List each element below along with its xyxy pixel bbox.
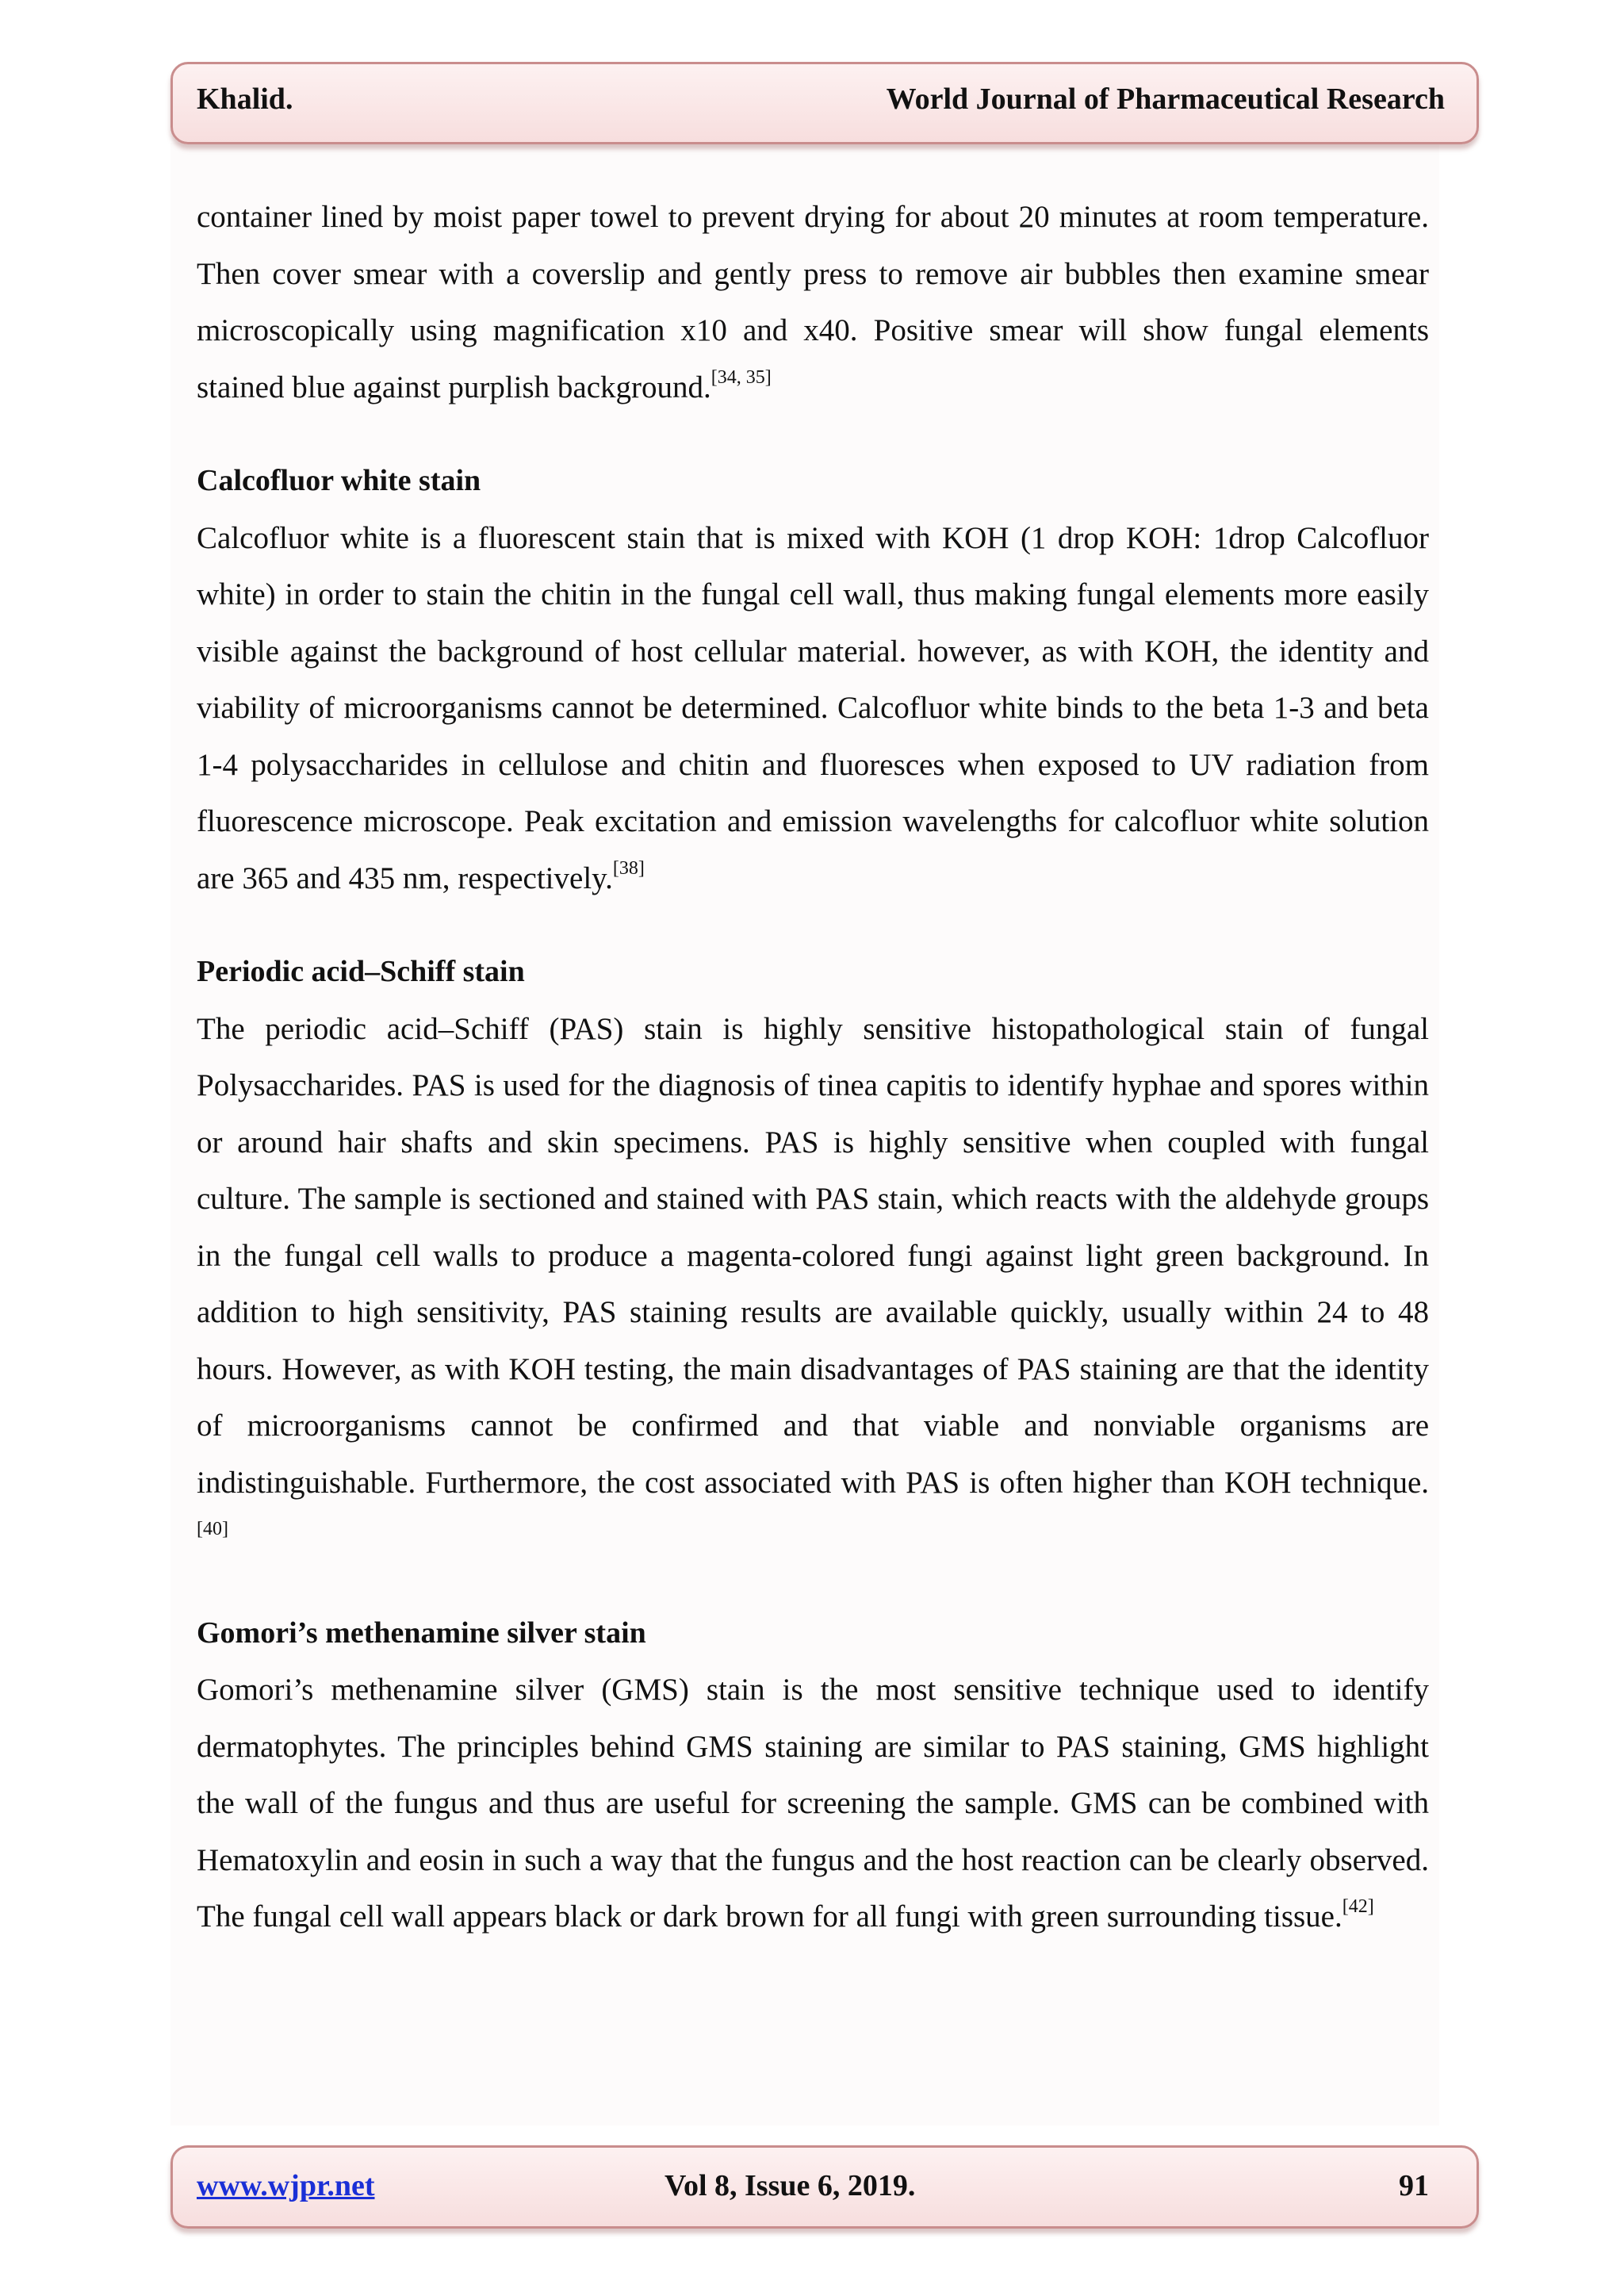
section-text: Gomori’s methenamine silver (GMS) stain is the most sensitive technique used to identify dermatophytes. The principles behind GMS staining are similar to PAS staining, GMS highlight the wall of the fungus and thus are useful for screening the sample. GMS can be combined with Hematoxylin and eosin in such a way that the fungus and the host reaction can be clearly observed. The fungal cell wall appears black or dark brown for all fungi with green surrounding tissue. — [197, 1673, 1429, 1934]
section-heading: Calcofluor white stain — [197, 464, 481, 497]
section-paragraph — [197, 1001, 1429, 1568]
section-reference: [38] — [612, 857, 645, 879]
section-heading: Gomori’s methenamine silver stain — [197, 1616, 646, 1650]
section-reference: [42] — [1342, 1896, 1374, 1917]
footer-volume-issue: Vol 8, Issue 6, 2019. — [665, 2169, 916, 2202]
intro-reference: [34, 35] — [710, 366, 772, 388]
intro-paragraph — [197, 189, 1429, 416]
section-paragraph — [197, 1662, 1429, 1945]
header-journal-title: World Journal of Pharmaceutical Research — [886, 82, 1445, 116]
article-body — [197, 189, 1429, 1945]
header-author: Khalid. — [197, 82, 293, 116]
footer-page-number: 91 — [1399, 2169, 1429, 2202]
section-reference: [40] — [197, 1519, 228, 1539]
intro-text: container lined by moist paper towel to prevent drying for about 20 minutes at room temperature. Then cover smear with a coverslip and gently press to remove air bubbles then examine smear microscopically using magnification x10 and x40. Positive smear will show fungal elements stained blue against purplish background. — [197, 200, 1429, 404]
page-header — [170, 62, 1479, 144]
section-text: Calcofluor white is a fluorescent stain that is mixed with KOH (1 drop KOH: 1drop Calcofluor white) in order to stain the chitin in the fungal cell wall, thus making fungal elements more easily visible against the background of host cellular material. however, as with KOH, the identity and viability of microorganisms cannot be determined. Calcofluor white binds to the beta 1-3 and beta 1-4 polysaccharides in cellulose and chitin and fluoresces when exposed to UV radiation from fluorescence microscope. Peak excitation and emission wavelengths for calcofluor white solution are 365 and 435 nm, respectively. — [197, 520, 1429, 895]
section-pas — [197, 944, 1429, 1568]
section-heading: Periodic acid–Schiff stain — [197, 955, 525, 988]
section-gms — [197, 1605, 1429, 1945]
section-text: The periodic acid–Schiff (PAS) stain is highly sensitive histopathological stain of fungal Polysaccharides. PAS is used for the diagnosis of tinea capitis to identify hyphae and spores within or around hair shafts and skin specimens. PAS is highly sensitive when coupled with fungal culture. The sample is sectioned and stained with PAS stain, which reacts with the aldehyde groups in the fungal cell walls to produce a magenta-colored fungi against light green background. In addition to high sensitivity, PAS staining results are available quickly, usually within 24 to 48 hours. However, as with KOH testing, the main disadvantages of PAS staining are that the identity of microorganisms cannot be confirmed and that viable and nonviable organisms are indistinguishable. Furthermore, the cost associated with PAS is often higher than KOH technique. — [197, 1011, 1429, 1500]
section-paragraph — [197, 510, 1429, 907]
footer-website-link[interactable]: www.wjpr.net — [197, 2169, 375, 2202]
section-calcofluor — [197, 453, 1429, 907]
page-footer — [170, 2145, 1479, 2229]
